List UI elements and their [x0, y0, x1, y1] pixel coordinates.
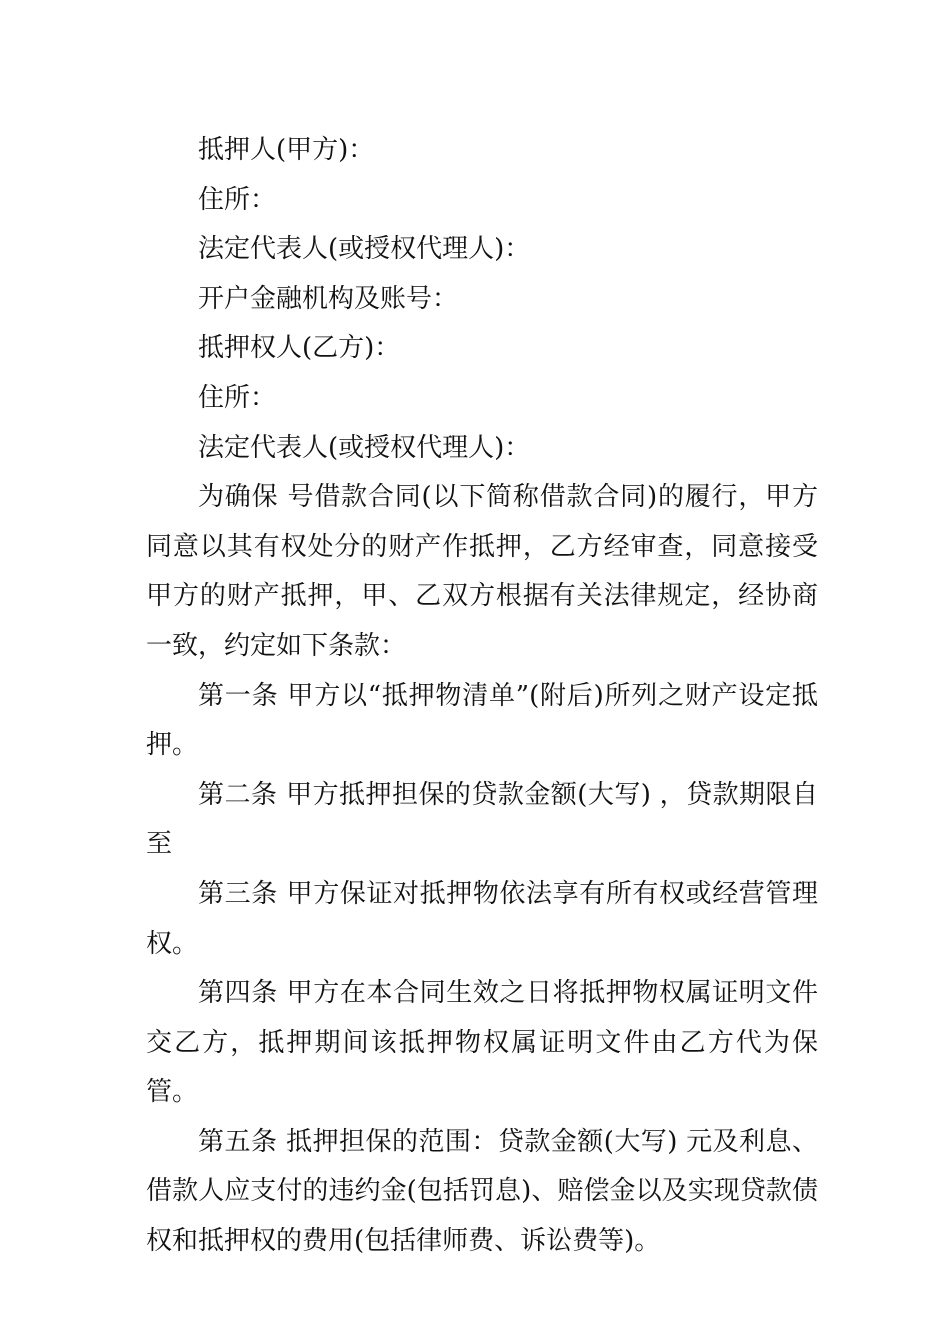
article-5: 第五条 抵押担保的范围：贷款金额(大写) 元及利息、借款人应支付的违约金(包括罚息)、赔偿金以及实现贷款债权和抵押权的费用(包括律师费、诉讼费等)。 — [146, 1126, 818, 1257]
mortgagor-line: 抵押人(甲方)： — [198, 135, 375, 165]
mortgagee-line: 抵押权人(乙方)： — [198, 333, 401, 364]
article-3: 第三条 甲方保证对抵押物依法享有所有权或经营管理权。 — [146, 878, 818, 959]
preamble-paragraph: 为确保 号借款合同(以下简称借款合同)的履行，甲方同意以其有权处分的财产作抵押，乙方经审查，同意接受甲方的财产抵押，甲、乙双方根据有关法律规定，经协商一致，约定如下条款： — [146, 482, 818, 661]
mortgagee-representative-line: 法定代表人(或授权代理人)： — [198, 432, 531, 463]
article-2: 第二条 甲方抵押担保的贷款金额(大写) ，贷款期限自 至 — [146, 779, 818, 860]
article-4: 第四条 甲方在本合同生效之日将抵押物权属证明文件交乙方，抵押期间该抵押物权属证明文件由乙方代为保管。 — [146, 978, 818, 1108]
bank-account-line: 开户金融机构及账号： — [198, 283, 459, 314]
contract-body — [146, 126, 818, 1267]
article-1: 第一条 甲方以“抵押物清单”(附后)所列之财产设定抵押。 — [146, 680, 818, 761]
mortgagor-address-line: 住所： — [198, 184, 277, 215]
mortgagor-representative-line: 法定代表人(或授权代理人)： — [198, 234, 531, 265]
mortgagee-address-line: 住所： — [198, 382, 277, 413]
